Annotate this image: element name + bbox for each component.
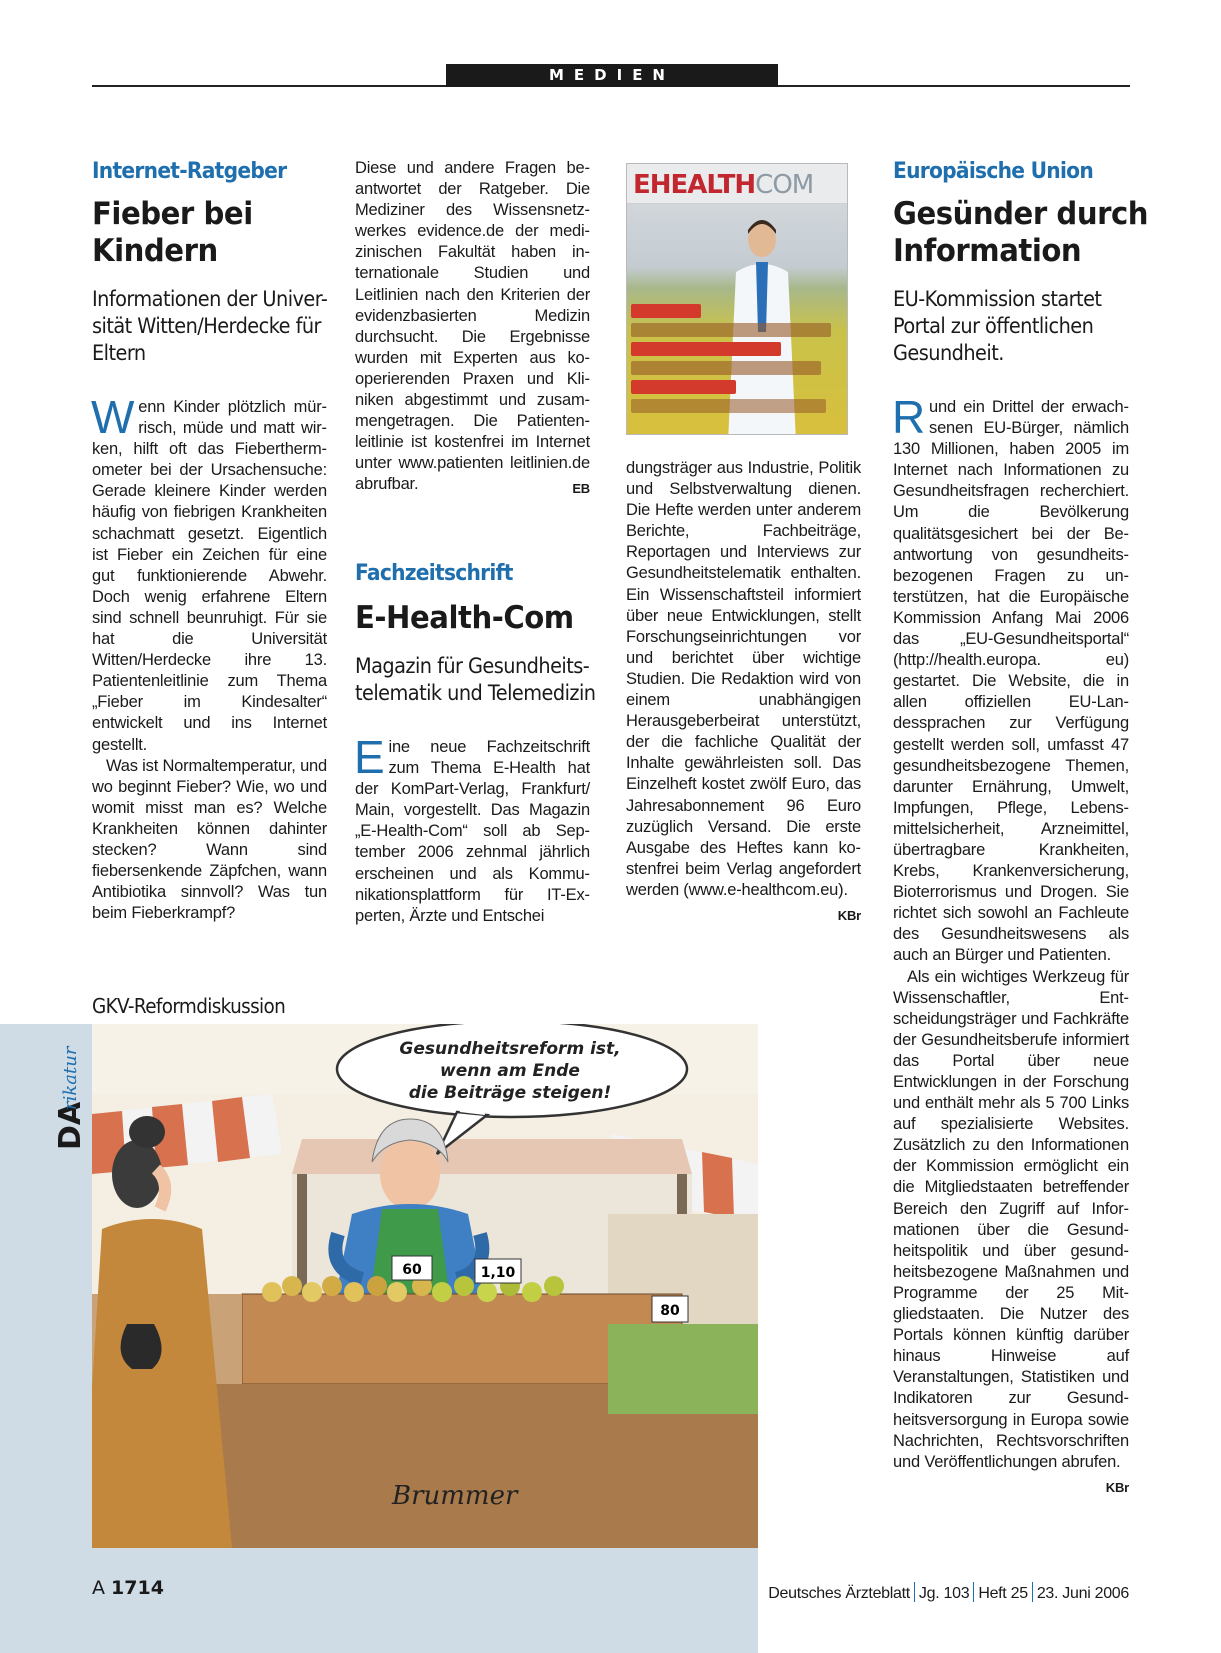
- cartoon-bottom-panel: [0, 1548, 758, 1653]
- cover-headlines: [631, 304, 845, 418]
- deck: EU-Kommission startet Portal zur öffentlichen Gesundheit.: [893, 287, 1102, 365]
- svg-text:60: 60: [402, 1262, 422, 1278]
- dropcap: W: [91, 391, 135, 443]
- dropcap: R: [892, 391, 926, 443]
- deck: Magazin für Gesundheits- telematik und Telemedizin: [355, 654, 596, 705]
- svg-text:wenn am Ende: wenn am Ende: [440, 1061, 580, 1081]
- journal-footer: Deutsches Ärzteblatt Jg. 103 Heft 25 23. Juni 2006: [768, 1582, 1129, 1603]
- signature: EB: [572, 481, 590, 497]
- magazine-cover-image: [626, 163, 848, 435]
- signature: KBr: [837, 907, 861, 923]
- dropcap: E: [354, 731, 385, 783]
- svg-text:1,10: 1,10: [480, 1265, 516, 1281]
- svg-text:die Beiträge steigen!: die Beiträge steigen!: [408, 1083, 612, 1103]
- article-e-health-com-continued: dungsträger aus Industrie, Politik und Selbstverwaltung dienen. Die Hefte werden unter anderem Berichte, Fachbeiträge, Reportagen und Interviews zur Gesundheitstelematik enthalten. Ein Wissenschaftsteil informiert über neue Entwicklungen, stellt Forschungseinrichtungen vor und berichtet über wichtige Studien. Die Redaktion wird von einem unabhängigen Herausgeberbeirat unterstützt, der die fachliche Qualität der Inhalte gewährleisten soll. Das Einzelheft kostet zwölf Euro, das Jahresabonnement 96 Euro zuzüglich Versand. Die erste Ausgabe des Heftes kann kostenfrei beim Verlag angefordert werden (www.e-healthcom.eu). KBr: [626, 458, 861, 926]
- signature: KBr: [1105, 1479, 1129, 1495]
- cover-logo: EHEALTHCOM: [633, 170, 814, 200]
- article-body: Wenn Kinder plötzlich mürrisch, müde und matt wirken, hilft oft das Fieberthermometer bei der Ursachensuche: Gerade kleinere Kinder werden häufig von fiebrigen Krankheiten schachmatt gesetzt. Eigentlich ist Fieber ein Zeichen für eine gut funktionierende Abwehr. Doch wenig erfahrene Eltern sind schnell beunruhigt. Für sie hat die Universität Witten/Herdecke ihre 13. Patientenleitlinie zum Thema „Fieber im Kindesalter“ entwickelt und ins Internet gestellt. Was ist Normaltemperatur, und wo beginnt Fieber? Wie, wo und womit misst man es? Welche Krankheiten können dahinter stecken? Wann sind fiebersenkende Zäpfchen, wann Antibiotika sinnvoll? Was tun beim Fieberkrampf?: [91, 391, 328, 923]
- svg-text:80: 80: [660, 1303, 680, 1319]
- section-label: MEDIEN: [446, 64, 778, 87]
- kicker: Europäische Union: [893, 159, 1094, 184]
- svg-text:Gesundheitsreform ist,: Gesundheitsreform ist,: [399, 1039, 621, 1059]
- cartoon-market-stall: [92, 1024, 758, 1548]
- kicker: Internet-Ratgeber: [92, 159, 287, 184]
- price-tag: [652, 1296, 688, 1322]
- artist-signature: Brummer: [392, 1481, 518, 1511]
- price-tag: [392, 1256, 432, 1280]
- headline: E-Health-Com: [355, 600, 574, 636]
- svg-text:DA: DA: [53, 1101, 88, 1150]
- headline: Gesünder durch Information: [893, 196, 1149, 269]
- headline: Fieber bei Kindern: [92, 196, 253, 269]
- svg-text:rikatur: rikatur: [60, 1046, 81, 1110]
- deck: Informationen der Univer- sität Witten/Herdecke für Eltern: [92, 287, 328, 365]
- article-europaeische-union: [892, 158, 1149, 1498]
- article-internet-ratgeber: [92, 158, 327, 924]
- article-internet-ratgeber-continued: Diese und andere Fragen beantwortet der Ratgeber. Die Mediziner des Wissensnetzwerkes evidence.de der medizinischen Fakultät haben internationale Studien und Leitlinien nach den Kriterien der evidenzbasierten Medizin durchsucht. Die Ergebnisse wurden mit Experten aus kooperierenden Praxen und Kliniken abgestimmt und zusammengetragen. Die Patientenleitlinie ist kostenfrei im Internet unter www.patienten leitlinien.de abrufbar. EB: [355, 158, 590, 500]
- article-body: Eine neue Fachzeitschrift zum Thema E-Health hat der KomPart-Verlag, Frankfurt/ Main, vorgestellt. Das Magazin „E-Health-Com“ soll ab September 2006 zehnmal jährlich erscheinen und als Kommunikationsplattform für IT-Experten, Ärzte und Entschei: [354, 731, 590, 925]
- price-tag: [475, 1259, 521, 1283]
- article-body: Rund ein Drittel der erwachsenen EU-Bürger, nämlich 130 Millionen, haben 2005 im Internet nach Informationen zu Gesundheitsfragen recherchiert. Um die Bevölkerung qualitätsgesichert bei der Beantwortung von gesundheitsbezogenen Fragen zu unterstützen, hat die Europäische Kommission Anfang Mai 2006 das „EU-Gesundheitsportal“ (http://health.europa. eu) gestartet. Die Website, die in allen offiziellen EU-Landessprachen zur Verfügung gestellt werden soll, umfasst 47 gesundheitsbezogene Themen, darunter Ernährung, Umwelt, Impfungen, Pflege, Lebensmittelsicherheit, Arzneimittel, übertragbare Krankheiten, Krebs, Krankenversicherung, Bioterrorismus und Drogen. Sie richtet sich sowohl an Fachleute des Gesundheitswesens als auch an Bürger und Patienten. Als ein wichtiges Werkzeug für Wissenschaftler, Entscheidungsträger und Fachkräfte der Gesundheitsberufe informiert das Portal über neue Entwicklungen in der Forschung und enthält mehr als 5 700 Links auf spezialisierte Websites. Zusätzlich zu den Informationen der Kommission ermöglicht ein die Mitgliedstaaten betreffender Bereich den Zugriff auf Informationen über die Gesundheitspolitik und über gesundheitsbezogene Maßnahmen und Programme der 25 Mitgliedstaaten. Die Nutzer des Portals können künftig darüber hinaus Hinweise auf Veranstaltungen, Statistiken und Indikatoren zur Gesundheitsversorgung in Europa sowie Nachrichten, Rechtsvorschriften und Veröffentlichungen abrufen. KBr: [893, 397, 1129, 1473]
- page-number: A 1714: [92, 1577, 164, 1599]
- kicker: Fachzeitschrift: [355, 561, 513, 586]
- cartoon-title: GKV-Reformdiskussion: [92, 994, 286, 1018]
- article-e-health-com: [355, 560, 595, 927]
